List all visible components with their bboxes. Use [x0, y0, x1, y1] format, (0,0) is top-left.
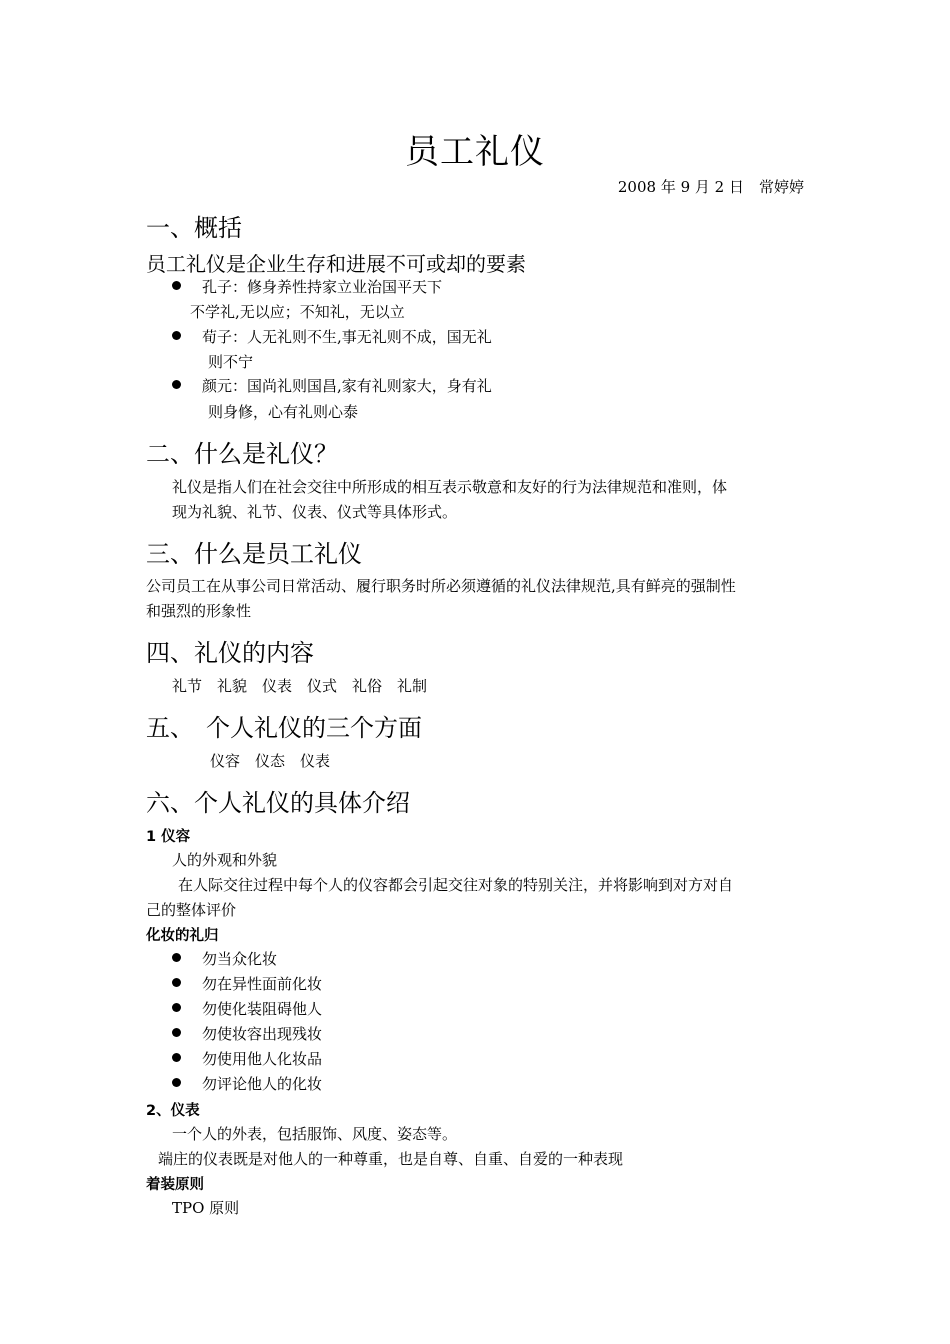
date-author-line: 2008 年 9 月 2 日 常婷婷: [617, 178, 804, 196]
section-heading-3: 三、什么是员工礼仪: [146, 540, 362, 568]
quote-line: 不学礼,无以应；不知礼，无以立: [190, 303, 405, 321]
paragraph-line: 端庄的仪表既是对他人的一种尊重，也是自尊、自重、自爱的一种表现: [158, 1150, 624, 1168]
bullet-icon: [172, 978, 181, 987]
quote-line: 则不宁: [208, 353, 254, 371]
list-item: 勿当众化妆: [202, 950, 278, 968]
section-heading-2: 二、什么是礼仪？: [146, 440, 338, 468]
paragraph-line: 公司员工在从事公司日常活动、履行职务时所必须遵循的礼仪法律规范,具有鲜亮的强制性: [146, 577, 736, 595]
subsection-label: 化妆的礼归: [146, 928, 219, 944]
paragraph-line: 礼仪是指人们在社会交往中所形成的相互表示敬意和友好的行为法律规范和准则，体: [172, 478, 728, 496]
bullet-icon: [172, 1053, 181, 1062]
paragraph-line: TPO 原则: [172, 1199, 240, 1217]
bullet-icon: [172, 380, 181, 389]
bullet-icon: [172, 1078, 181, 1087]
document-title: 员工礼仪: [405, 132, 545, 172]
section-heading-5: 五、 个人礼仪的三个方面: [146, 714, 422, 742]
bullet-icon: [172, 281, 181, 290]
section-heading-1: 一、概括: [146, 214, 242, 242]
section-heading-4: 四、礼仪的内容: [146, 639, 314, 667]
section-subheading-1: 员工礼仪是企业生存和进展不可或却的要素: [146, 252, 526, 276]
quote-line: 孔子：修身养性持家立业治国平天下: [202, 278, 443, 296]
list-item: 勿在异性面前化妆: [202, 975, 323, 993]
paragraph-line: 现为礼貌、礼节、仪表、仪式等具体形式。: [172, 503, 458, 521]
list-item: 勿使化装阻碍他人: [202, 1000, 323, 1018]
paragraph-line: 和强烈的形象性: [146, 602, 252, 620]
paragraph-line: 人的外观和外貌: [172, 851, 278, 869]
quote-line: 荀子：人无礼则不生,事无礼则不成，国无礼: [202, 328, 492, 346]
paragraph-line: 己的整体评价: [146, 901, 237, 919]
subsection-label: 着装原则: [146, 1177, 204, 1193]
bullet-icon: [172, 1028, 181, 1037]
section-heading-6: 六、个人礼仪的具体介绍: [146, 789, 410, 817]
bullet-icon: [172, 331, 181, 340]
list-item: 勿使用他人化妆品: [202, 1050, 323, 1068]
subsection-label: 1 仪容: [146, 829, 191, 845]
bullet-icon: [172, 953, 181, 962]
paragraph-line: 在人际交往过程中每个人的仪容都会引起交往对象的特别关注，并将影响到对方对自: [178, 876, 734, 894]
content-list-line: 礼节 礼貌 仪表 仪式 礼俗 礼制: [172, 677, 428, 695]
list-item: 勿评论他人的化妆: [202, 1075, 323, 1093]
subsection-label: 2、仪表: [146, 1103, 200, 1119]
quote-line: 则身修，心有礼则心泰: [208, 403, 359, 421]
paragraph-line: 一个人的外表，包括服饰、风度、姿态等。: [172, 1125, 458, 1143]
content-list-line: 仪容 仪态 仪表: [210, 752, 331, 770]
list-item: 勿使妆容出现残妆: [202, 1025, 323, 1043]
quote-line: 颜元：国尚礼则国昌,家有礼则家大，身有礼: [202, 377, 492, 395]
bullet-icon: [172, 1003, 181, 1012]
